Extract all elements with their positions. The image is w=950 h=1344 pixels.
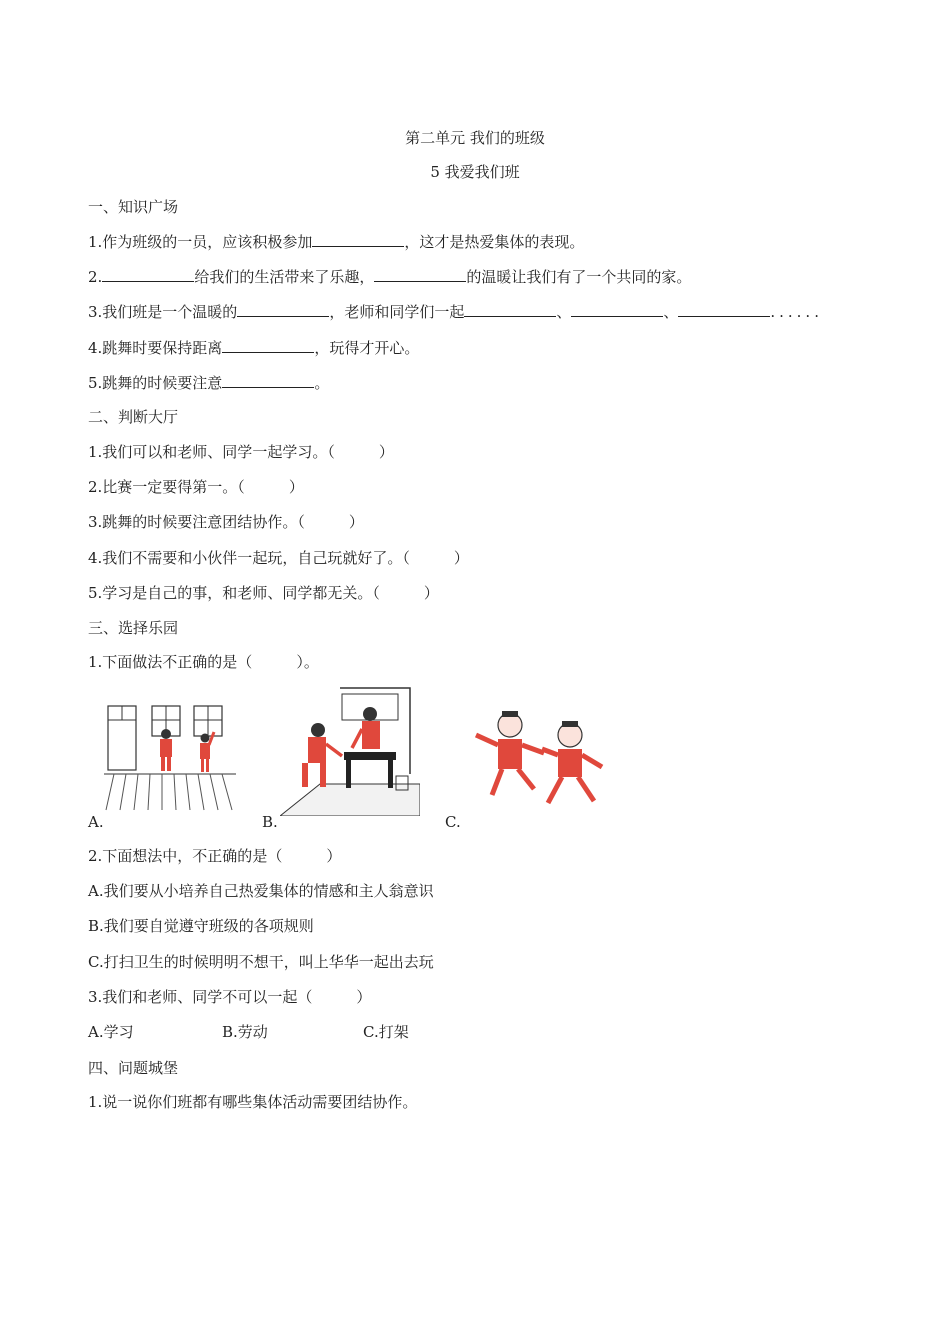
section-title-choice: 三、选择乐园 bbox=[88, 619, 179, 637]
fill-q2-text-b: 给我们的生活带来了乐趣， bbox=[194, 268, 375, 286]
choice-q3-close: ） bbox=[356, 988, 372, 1006]
unit-title: 第二单元 我们的班级 bbox=[405, 129, 545, 147]
judge-q1-text: 1.我们可以和老师、同学一起学习。（ bbox=[88, 443, 335, 461]
choice-q1-option-a[interactable]: A. bbox=[88, 813, 104, 831]
judge-question-5 bbox=[88, 583, 439, 603]
choice-question-3 bbox=[88, 987, 371, 1007]
choice-question-1 bbox=[88, 652, 319, 672]
choice-q2-option-a[interactable]: A.我们要从小培养自己热爱集体的情感和主人翁意识 bbox=[88, 882, 434, 900]
fill-question-1 bbox=[88, 232, 584, 252]
fill-blank[interactable] bbox=[102, 267, 194, 282]
close-paren: ） bbox=[453, 549, 469, 567]
fill-blank[interactable] bbox=[464, 302, 556, 317]
choice-q3-option-a[interactable]: A.学习 bbox=[88, 1023, 134, 1041]
fill-q2-text-a: 2. bbox=[88, 268, 103, 286]
judge-q3-text: 3.跳舞的时候要注意团结协作。（ bbox=[88, 513, 305, 531]
choice-q3-option-c[interactable]: C.打架 bbox=[363, 1023, 409, 1041]
judge-question-3 bbox=[88, 512, 364, 532]
judge-question-2 bbox=[88, 477, 304, 497]
fill-blank[interactable] bbox=[237, 302, 329, 317]
judge-q4-text: 4.我们不需要和小伙伴一起玩，自己玩就好了。（ bbox=[88, 549, 410, 567]
fill-q1-text-b: ，这才是热爱集体的表现。 bbox=[404, 233, 585, 251]
close-paren: ） bbox=[378, 443, 394, 461]
choice-q1-option-c[interactable]: C. bbox=[445, 813, 461, 831]
section-title-questions: 四、问题城堡 bbox=[88, 1059, 179, 1077]
choice-q1-text: 1.下面做法不正确的是（ bbox=[88, 653, 253, 671]
section-title-knowledge: 一、知识广场 bbox=[88, 198, 179, 216]
judge-question-1 bbox=[88, 442, 394, 462]
choice-q2-text: 2.下面想法中，不正确的是（ bbox=[88, 847, 283, 865]
judge-q2-text: 2.比赛一定要得第一。（ bbox=[88, 478, 245, 496]
fill-q2-text-c: 的温暖让我们有了一个共同的家。 bbox=[466, 268, 692, 286]
choice-q3-text: 3.我们和老师、同学不可以一起（ bbox=[88, 988, 313, 1006]
choice-q2-option-b[interactable]: B.我们要自觉遵守班级的各项规则 bbox=[88, 917, 314, 935]
fill-q3-ellipsis: ...... bbox=[770, 303, 823, 321]
close-paren: ） bbox=[348, 513, 364, 531]
fill-q3-text-b: ，老师和同学们一起 bbox=[329, 303, 465, 321]
fill-q4-text-a: 4.跳舞时要保持距离 bbox=[88, 339, 223, 357]
judge-question-4 bbox=[88, 548, 469, 568]
fill-question-3 bbox=[88, 302, 823, 322]
lesson-title: 5 我爱我们班 bbox=[430, 163, 520, 181]
fill-blank[interactable] bbox=[312, 232, 404, 247]
fill-blank[interactable] bbox=[571, 302, 663, 317]
picture-c-fighting-scene bbox=[462, 705, 622, 815]
choice-q2-option-c[interactable]: C.打扫卫生的时候明明不想干，叫上华华一起出去玩 bbox=[88, 953, 434, 971]
choice-q1-close: ）。 bbox=[296, 653, 319, 671]
fill-question-2 bbox=[88, 267, 691, 287]
open-question-1: 1.说一说你们班都有哪些集体活动需要团结协作。 bbox=[88, 1093, 418, 1111]
fill-blank[interactable] bbox=[222, 373, 314, 388]
fill-q4-text-b: ，玩得才开心。 bbox=[314, 339, 420, 357]
choice-q1-option-b[interactable]: B. bbox=[262, 813, 278, 831]
fill-blank[interactable] bbox=[374, 267, 466, 282]
fill-q5-text-b: 。 bbox=[314, 374, 330, 392]
fill-question-4 bbox=[88, 338, 419, 358]
close-paren: ） bbox=[423, 584, 439, 602]
fill-blank[interactable] bbox=[222, 338, 314, 353]
choice-q2-close: ） bbox=[326, 847, 342, 865]
picture-a-window-scene bbox=[104, 700, 236, 812]
choice-question-2 bbox=[88, 846, 341, 866]
section-title-judge: 二、判断大厅 bbox=[88, 408, 179, 426]
fill-question-5 bbox=[88, 373, 329, 393]
fill-blank[interactable] bbox=[678, 302, 770, 317]
picture-b-cleaning-scene bbox=[280, 684, 420, 816]
fill-q5-text-a: 5.跳舞的时候要注意 bbox=[88, 374, 223, 392]
judge-q5-text: 5.学习是自己的事，和老师、同学都无关。（ bbox=[88, 584, 380, 602]
close-paren: ） bbox=[288, 478, 304, 496]
fill-q3-sep-1: 、 bbox=[556, 303, 572, 321]
fill-q3-text-a: 3.我们班是一个温暖的 bbox=[88, 303, 238, 321]
choice-q3-option-b[interactable]: B.劳动 bbox=[222, 1023, 268, 1041]
fill-q1-text-a: 1.作为班级的一员，应该积极参加 bbox=[88, 233, 313, 251]
fill-q3-sep-2: 、 bbox=[663, 303, 679, 321]
